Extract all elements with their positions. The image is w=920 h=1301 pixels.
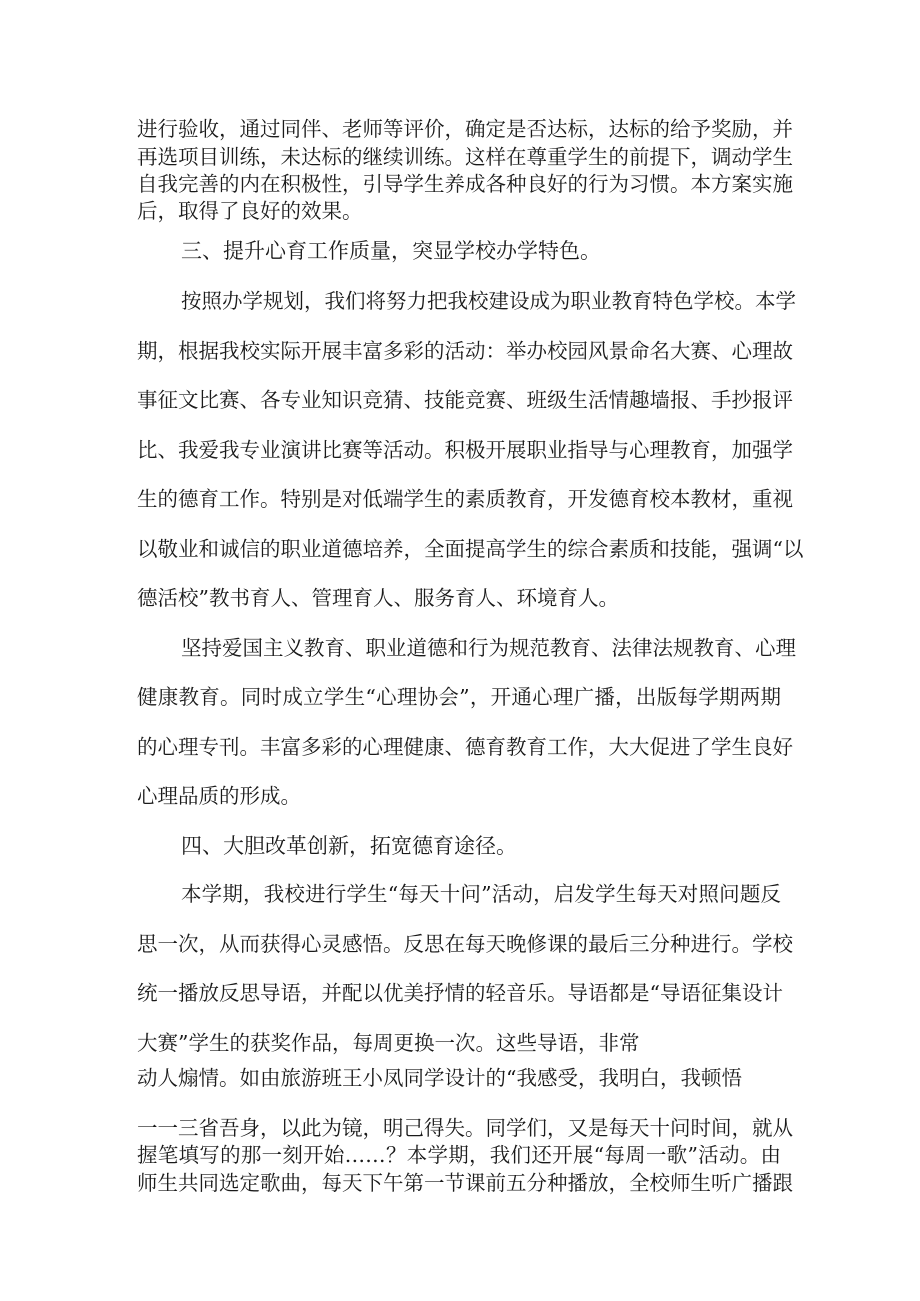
text-line: 心理品质的形成。 bbox=[137, 784, 301, 808]
text-line: 期，根据我校实际开展丰富多彩的活动：举办校园风景命名大赛、心理故 bbox=[137, 339, 793, 363]
text-line: 师生共同选定歌曲，每天下午第一节课前五分种播放，全校师生听广播跟 bbox=[137, 1171, 793, 1195]
text-line: 自我完善的内在积极性，引导学生养成各种良好的行为习惯。本方案实施 bbox=[137, 172, 793, 196]
text-line: 以敬业和诚信的职业道德培养，全面提高学生的综合素质和技能，强调“以 bbox=[137, 537, 804, 561]
text-line: 再选项目训练，未达标的继续训练。这样在尊重学生的前提下，调动学生 bbox=[137, 145, 793, 169]
text-line: 坚持爱国主义教育、职业道德和行为规范教育、法律法规教育、心理 bbox=[181, 636, 796, 660]
text-line: 大赛”学生的获奖作品，每周更换一次。这些导语，非常 bbox=[137, 1031, 640, 1055]
section-heading: 四、大胆改革创新，拓宽德育途径。 bbox=[181, 834, 517, 858]
text-line: 握笔填写的那一刻开始……？本学期，我们还开展“每周一歌”活动。由 bbox=[137, 1143, 781, 1167]
text-line: 按照办学规划，我们将努力把我校建设成为职业教育特色学校。本学 bbox=[181, 289, 796, 313]
text-line: 后，取得了良好的效果。 bbox=[137, 199, 363, 223]
text-line: 健康教育。同时成立学生“心理协会”，开通心理广播，出版每学期两期 bbox=[137, 685, 781, 709]
section-heading: 三、提升心育工作质量，突显学校办学特色。 bbox=[181, 239, 601, 263]
text-line: 的心理专刊。丰富多彩的心理健康、德育教育工作，大大促进了学生良好 bbox=[137, 735, 793, 759]
text-line: 一一三省吾身，以此为镜，明己得失。同学们，又是每天十问时间，就从 bbox=[137, 1116, 793, 1140]
text-line: 生的德育工作。特别是对低端学生的素质教育，开发德育校本教材，重视 bbox=[137, 487, 793, 511]
text-line: 思一次，从而获得心灵感悟。反思在每天晚修课的最后三分种进行。学校 bbox=[137, 932, 793, 956]
text-line: 统一播放反思导语，并配以优美抒情的轻音乐。导语都是“导语征集设计 bbox=[137, 981, 783, 1005]
text-line: 动人煽情。如由旅游班王小凤同学设计的“我感受，我明白，我顿悟 bbox=[137, 1066, 742, 1090]
text-line: 本学期，我校进行学生“每天十问”活动，启发学生每天对照问题反 bbox=[181, 882, 781, 906]
text-line: 事征文比赛、各专业知识竞猜、技能竞赛、班级生活情趣墙报、手抄报评 bbox=[137, 388, 793, 412]
text-line: 德活校”教书育人、管理育人、服务育人、环境育人。 bbox=[137, 586, 619, 610]
text-line: 比、我爱我专业演讲比赛等活动。积极开展职业指导与心理教育，加强学 bbox=[137, 438, 793, 462]
text-line: 进行验收，通过同伴、老师等评价，确定是否达标，达标的给予奖励，并 bbox=[137, 117, 793, 141]
